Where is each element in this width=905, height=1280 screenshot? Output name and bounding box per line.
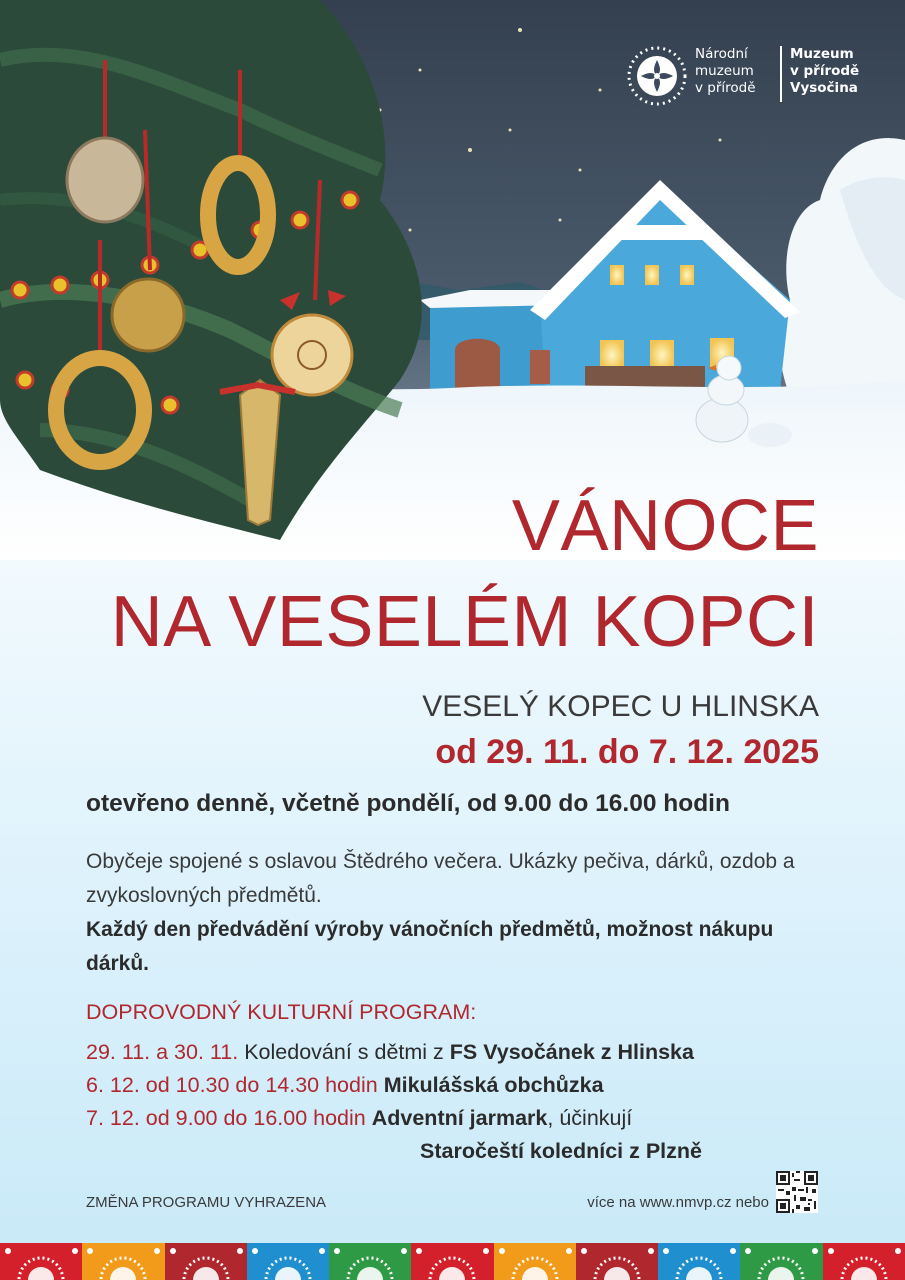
folk-pattern-tile	[658, 1243, 740, 1280]
website-link[interactable]: více na www.nmvp.cz nebo	[587, 1194, 769, 1211]
program-highlight: Mikulášská obchůzka	[383, 1073, 604, 1097]
event-dates: od 29. 11. do 7. 12. 2025	[435, 733, 819, 771]
logo-branch-name	[790, 46, 875, 97]
logo-line: Vysočina	[790, 80, 858, 96]
logo-line: Národní	[695, 46, 748, 62]
museum-logo[interactable]	[625, 44, 875, 108]
folk-pattern-tile	[823, 1243, 905, 1280]
program-highlight: Adventní jarmark	[371, 1106, 548, 1130]
logo-line: muzeum	[695, 63, 754, 79]
folk-pattern-band	[0, 1243, 905, 1280]
folk-pattern-tile	[576, 1243, 658, 1280]
folk-pattern-tile	[0, 1243, 82, 1280]
description-bold: Každý den předvádění výroby vánočních předmětů, možnost nákupu dárků.	[86, 918, 774, 975]
program-date: 7. 12. od 9.00 do 16.00 hodin	[86, 1106, 366, 1130]
program-highlight: FS Vysočánek z Hlinska	[449, 1040, 694, 1064]
description-text: Obyčeje spojené s oslavou Štědrého večera. Ukázky pečiva, dárků, ozdob a zvykoslovných předmětů.	[86, 850, 795, 907]
program-date: 29. 11. a 30. 11.	[86, 1040, 239, 1064]
program-text: Koledování s dětmi z	[244, 1040, 444, 1064]
program-item-continuation	[86, 1135, 846, 1168]
logo-divider	[780, 46, 782, 102]
program-change-note: ZMĚNA PROGRAMU VYHRAZENA	[86, 1194, 327, 1211]
title-line-2: NA VESELÉM KOPCI	[110, 582, 819, 662]
folk-pattern-tile	[247, 1243, 329, 1280]
program-item	[86, 1036, 846, 1069]
folk-rosette-icon	[625, 44, 689, 108]
folk-pattern-tile	[165, 1243, 247, 1280]
folk-pattern-tile	[329, 1243, 411, 1280]
folk-pattern-tile	[740, 1243, 822, 1280]
logo-line: v přírodě	[695, 80, 756, 96]
folk-pattern-tile	[82, 1243, 164, 1280]
logo-line: v přírodě	[790, 63, 860, 79]
title-line-1: VÁNOCE	[511, 486, 819, 566]
program-highlight: Staročeští koledníci z Plzně	[420, 1139, 702, 1163]
folk-pattern-tile	[494, 1243, 576, 1280]
program-date: 6. 12. od 10.30 do 14.30 hodin	[86, 1073, 378, 1097]
qr-code-icon[interactable]	[776, 1171, 818, 1213]
program-item	[86, 1102, 846, 1135]
opening-hours: otevřeno denně, včetně pondělí, od 9.00 do 16.00 hodin	[86, 790, 730, 817]
logo-museum-name	[695, 46, 775, 97]
program-list	[86, 1036, 846, 1168]
program-item	[86, 1069, 846, 1102]
description	[86, 845, 826, 981]
program-heading: DOPROVODNÝ KULTURNÍ PROGRAM:	[86, 1000, 477, 1024]
folk-pattern-tile	[411, 1243, 493, 1280]
logo-line: Muzeum	[790, 46, 854, 62]
venue: VESELÝ KOPEC U HLINSKA	[422, 690, 819, 723]
program-text: , účinkují	[547, 1106, 633, 1130]
event-title	[111, 478, 819, 670]
